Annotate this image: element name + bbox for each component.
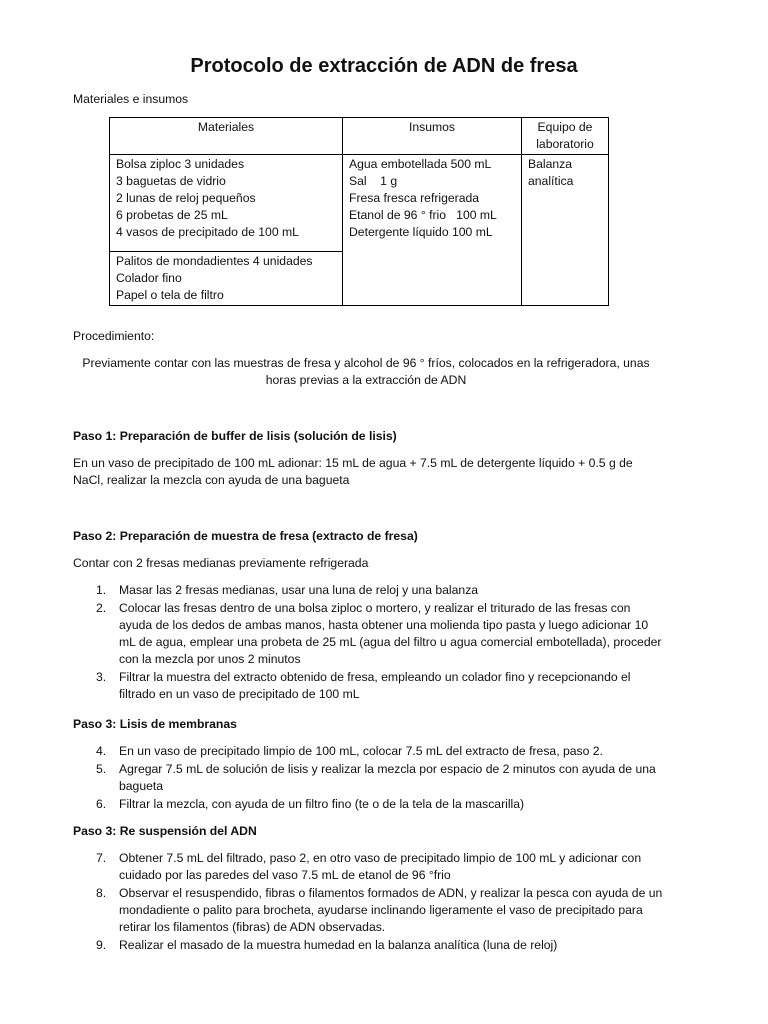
material-item: Palitos de mondadientes 4 unidades [116, 254, 313, 268]
intro-paragraph: Previamente contar con las muestras de fresa y alcohol de 96 ° fríos, colocados en la refrigeradora, unas horas previas a la extracción de ADN [82, 356, 650, 387]
list-number: 7. [96, 851, 107, 865]
insumos-cell [343, 155, 522, 306]
list-text: En un vaso de precipitado limpio de 100 mL, colocar 7.5 mL del extracto de fresa, paso 2. [119, 744, 603, 758]
list-text: Colocar las fresas dentro de una bolsa ziploc o mortero, y realizar el triturado de las fresas con ayuda de los dedos de ambas manos, hasta obtener una molienda tipo pasta y luego adicionar 10 mL de agua, emplear una probeta de 25 mL (agua del filtro u agua comercial embotellada), proceder con la mezcla por unos 2 minutos [119, 601, 662, 666]
list-text: Agregar 7.5 mL de solución de lisis y realizar la mezcla por espacio de 2 minutos con ayuda de una bagueta [119, 762, 656, 793]
header-equipo: Equipo de laboratorio [522, 118, 609, 155]
material-item: 4 vasos de precipitado de 100 mL [116, 225, 299, 239]
list-number: 8. [96, 886, 107, 900]
list-text: Realizar el masado de la muestra humedad en la balanza analítica (luna de reloj) [119, 938, 558, 952]
list-text: Observar el resuspendido, fibras o filamentos formados de ADN, y realizar la pesca con ayuda de un mondadiente o palito para brocheta, ayudarse inclinando ligeramente el vaso de precipitado para retirar los filamentos (fibras) de ADN observadas. [119, 886, 663, 934]
material-item: 6 probetas de 25 mL [116, 208, 228, 222]
equipo-item: Balanza [528, 157, 573, 171]
list-item [73, 582, 663, 599]
list-item [73, 885, 663, 936]
step3-list [73, 743, 663, 814]
list-item [73, 796, 663, 813]
list-item [73, 600, 663, 668]
table-row [110, 155, 609, 252]
header-materiales: Materiales [110, 118, 343, 155]
step2-heading: Paso 2: Preparación de muestra de fresa (extracto de fresa) [73, 529, 418, 543]
list-number: 6. [96, 797, 107, 811]
materiales-cell-a [110, 155, 343, 252]
list-item [73, 937, 663, 954]
equipo-cell [522, 155, 609, 306]
material-item: 2 lunas de reloj pequeños [116, 191, 256, 205]
insumo-item: Fresa fresca refrigerada [349, 191, 480, 205]
insumo-item: Sal 1 g [349, 174, 398, 188]
step1-text: En un vaso de precipitado de 100 mL adionar: 15 mL de agua + 7.5 mL de detergente líquido + 0.5 g de NaCl, realizar la mezcla con ayuda de una bagueta [73, 456, 633, 487]
insumo-item: Detergente líquido 100 mL [349, 225, 493, 239]
step2-list [73, 582, 663, 704]
list-text: Filtrar la muestra del extracto obtenido de fresa, empleando un colador fino y recepcionando el filtrado en un vaso de precipitado de 100 mL [119, 670, 631, 701]
procedure-label: Procedimiento: [73, 329, 155, 343]
material-item: Bolsa ziploc 3 unidades [116, 157, 245, 171]
list-item [73, 761, 663, 795]
material-item: Papel o tela de filtro [116, 288, 224, 302]
header-insumos: Insumos [343, 118, 522, 155]
list-number: 5. [96, 762, 107, 776]
material-item: Colador fino [116, 271, 182, 285]
list-text: Obtener 7.5 mL del filtrado, paso 2, en otro vaso de precipitado limpio de 100 mL y adicionar con cuidado por las paredes del vaso 7.5 mL de etanol de 96 °frio [119, 851, 642, 882]
table-header-row [110, 118, 609, 155]
materiales-cell-b [110, 252, 343, 306]
material-item: 3 baguetas de vidrio [116, 174, 226, 188]
step2-text: Contar con 2 fresas medianas previamente refrigerada [73, 556, 369, 570]
list-item [73, 669, 663, 703]
step3-heading: Paso 3: Lisis de membranas [73, 717, 237, 731]
list-number: 9. [96, 938, 107, 952]
equipo-item: analítica [528, 174, 574, 188]
insumo-item: Agua embotellada 500 mL [349, 157, 492, 171]
step4-list [73, 850, 663, 955]
list-item [73, 743, 663, 760]
list-number: 1. [96, 583, 107, 597]
insumo-item: Etanol de 96 ° frio 100 mL [349, 208, 497, 222]
list-number: 4. [96, 744, 107, 758]
list-text: Filtrar la mezcla, con ayuda de un filtro fino (te o de la tela de la mascarilla) [119, 797, 525, 811]
step1-heading: Paso 1: Preparación de buffer de lisis (solución de lisis) [73, 429, 397, 443]
materials-label: Materiales e insumos [73, 92, 189, 106]
list-text: Masar las 2 fresas medianas, usar una luna de reloj y una balanza [119, 583, 479, 597]
step4-heading: Paso 3: Re suspensión del ADN [73, 824, 257, 838]
list-item [73, 850, 663, 884]
list-number: 3. [96, 670, 107, 684]
materials-table [109, 117, 609, 306]
document-title: Protocolo de extracción de ADN de fresa [190, 55, 578, 77]
list-number: 2. [96, 601, 107, 615]
